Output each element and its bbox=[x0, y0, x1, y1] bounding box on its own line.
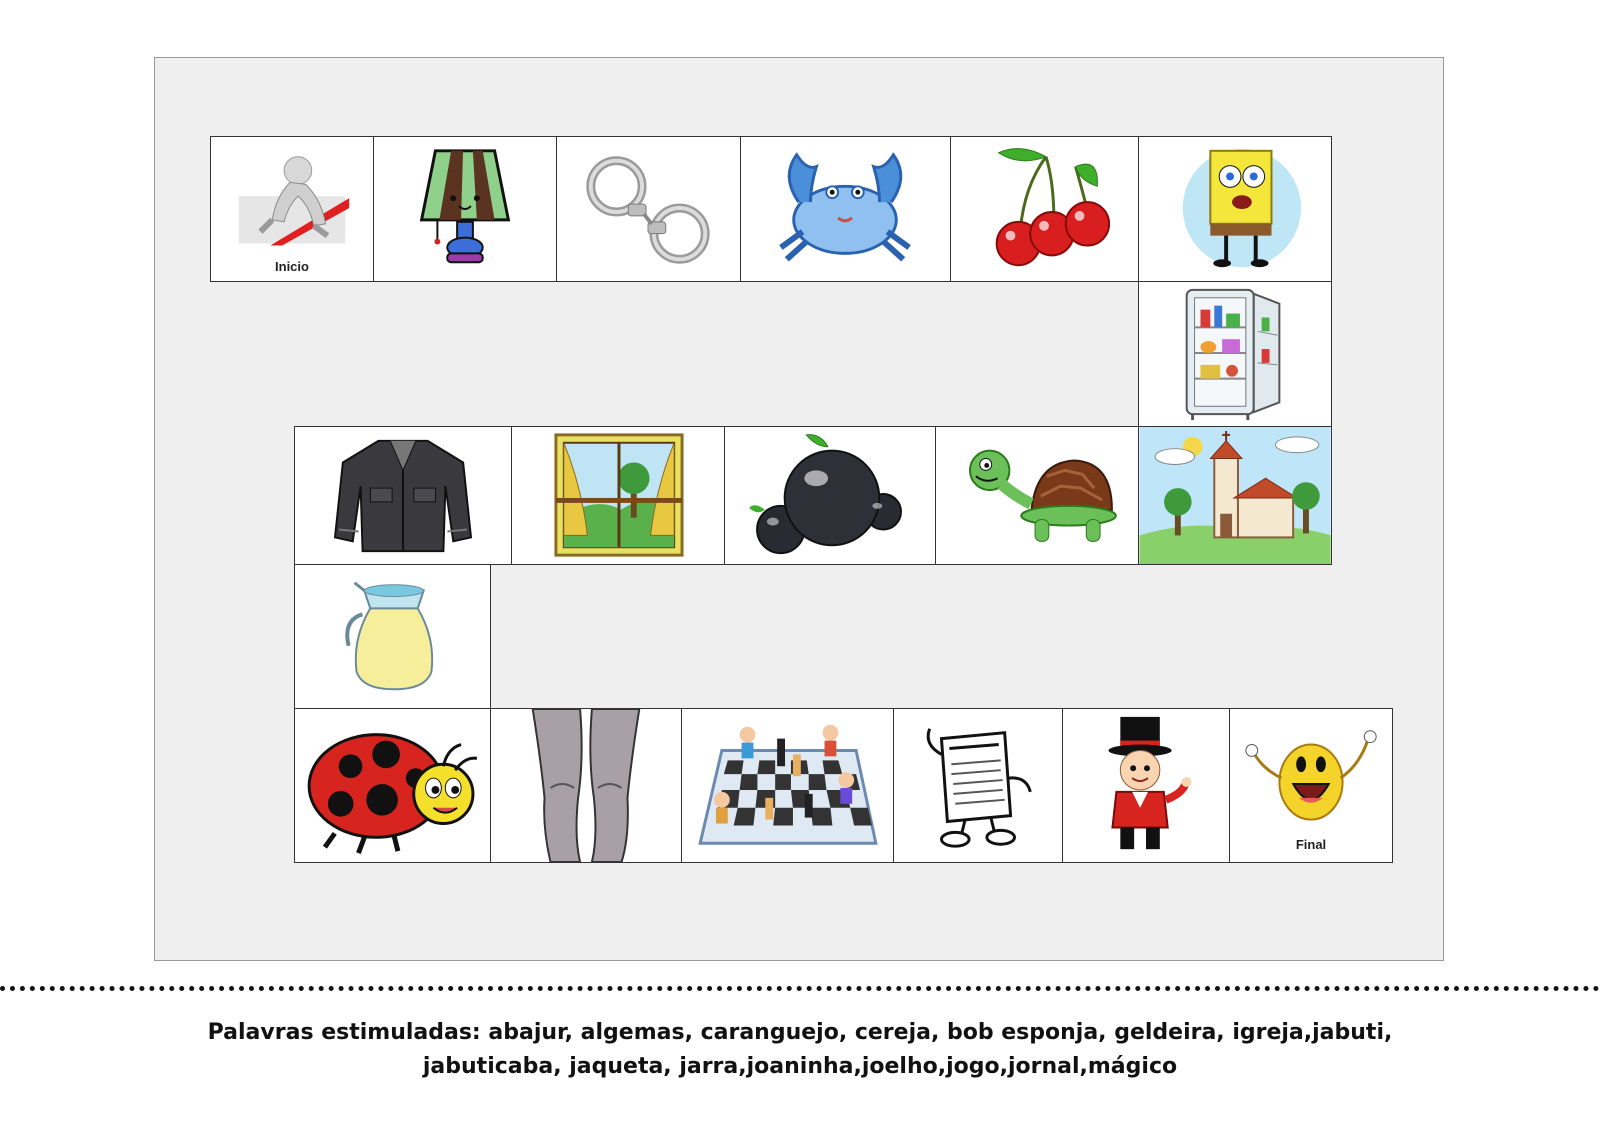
caption-line-2: jabuticaba, jaqueta, jarra,joaninha,joelho,jogo,jornal,mágico bbox=[422, 1054, 1178, 1079]
board-square-lamp[interactable] bbox=[373, 136, 557, 282]
board-square-cherries[interactable] bbox=[950, 136, 1139, 282]
board-square-finish[interactable] bbox=[1229, 708, 1393, 863]
board-square-turtle[interactable] bbox=[935, 426, 1140, 565]
cherries-icon bbox=[951, 137, 1138, 281]
chess-game-icon bbox=[682, 709, 893, 862]
board-square-pitcher[interactable] bbox=[294, 564, 491, 709]
pitcher-icon bbox=[295, 565, 490, 708]
board-square-magician[interactable] bbox=[1062, 708, 1230, 863]
caption-line-1: Palavras estimuladas: abajur, algemas, caranguejo, cereja, bob esponja, geldeira, igreja,jabuti, bbox=[207, 1020, 1393, 1045]
board-square-crab[interactable] bbox=[740, 136, 951, 282]
knee-icon bbox=[491, 709, 681, 862]
start-label: Inicio bbox=[275, 259, 309, 274]
crab-icon bbox=[741, 137, 950, 281]
board-square-chess-game[interactable] bbox=[681, 708, 894, 863]
newspaper-icon bbox=[894, 709, 1062, 862]
board-square-ladybug[interactable] bbox=[294, 708, 491, 863]
board-square-window[interactable] bbox=[511, 426, 725, 565]
handcuffs-icon bbox=[557, 137, 740, 281]
lamp-icon bbox=[374, 137, 556, 281]
stimulated-words-caption bbox=[0, 1016, 1600, 1084]
board-square-handcuffs[interactable] bbox=[556, 136, 741, 282]
board-square-jabuticaba[interactable] bbox=[724, 426, 936, 565]
magician-icon bbox=[1063, 709, 1229, 862]
finish-label: Final bbox=[1295, 837, 1327, 852]
board-square-church[interactable] bbox=[1138, 426, 1332, 565]
board-square-knee[interactable] bbox=[490, 708, 682, 863]
turtle-icon bbox=[936, 427, 1139, 564]
dotted-divider bbox=[0, 986, 1600, 991]
sponge-character-icon bbox=[1139, 137, 1331, 281]
board-square-newspaper[interactable] bbox=[893, 708, 1063, 863]
window-icon bbox=[512, 427, 724, 564]
board-square-sponge-character[interactable] bbox=[1138, 136, 1332, 282]
board-square-refrigerator[interactable] bbox=[1138, 281, 1332, 427]
board-square-jacket[interactable] bbox=[294, 426, 512, 565]
jabuticaba-icon bbox=[725, 427, 935, 564]
refrigerator-icon bbox=[1139, 282, 1331, 426]
jacket-icon bbox=[295, 427, 511, 564]
ladybug-icon bbox=[295, 709, 490, 862]
game-board bbox=[154, 57, 1444, 961]
church-icon bbox=[1139, 427, 1331, 564]
board-square-start[interactable] bbox=[210, 136, 374, 282]
